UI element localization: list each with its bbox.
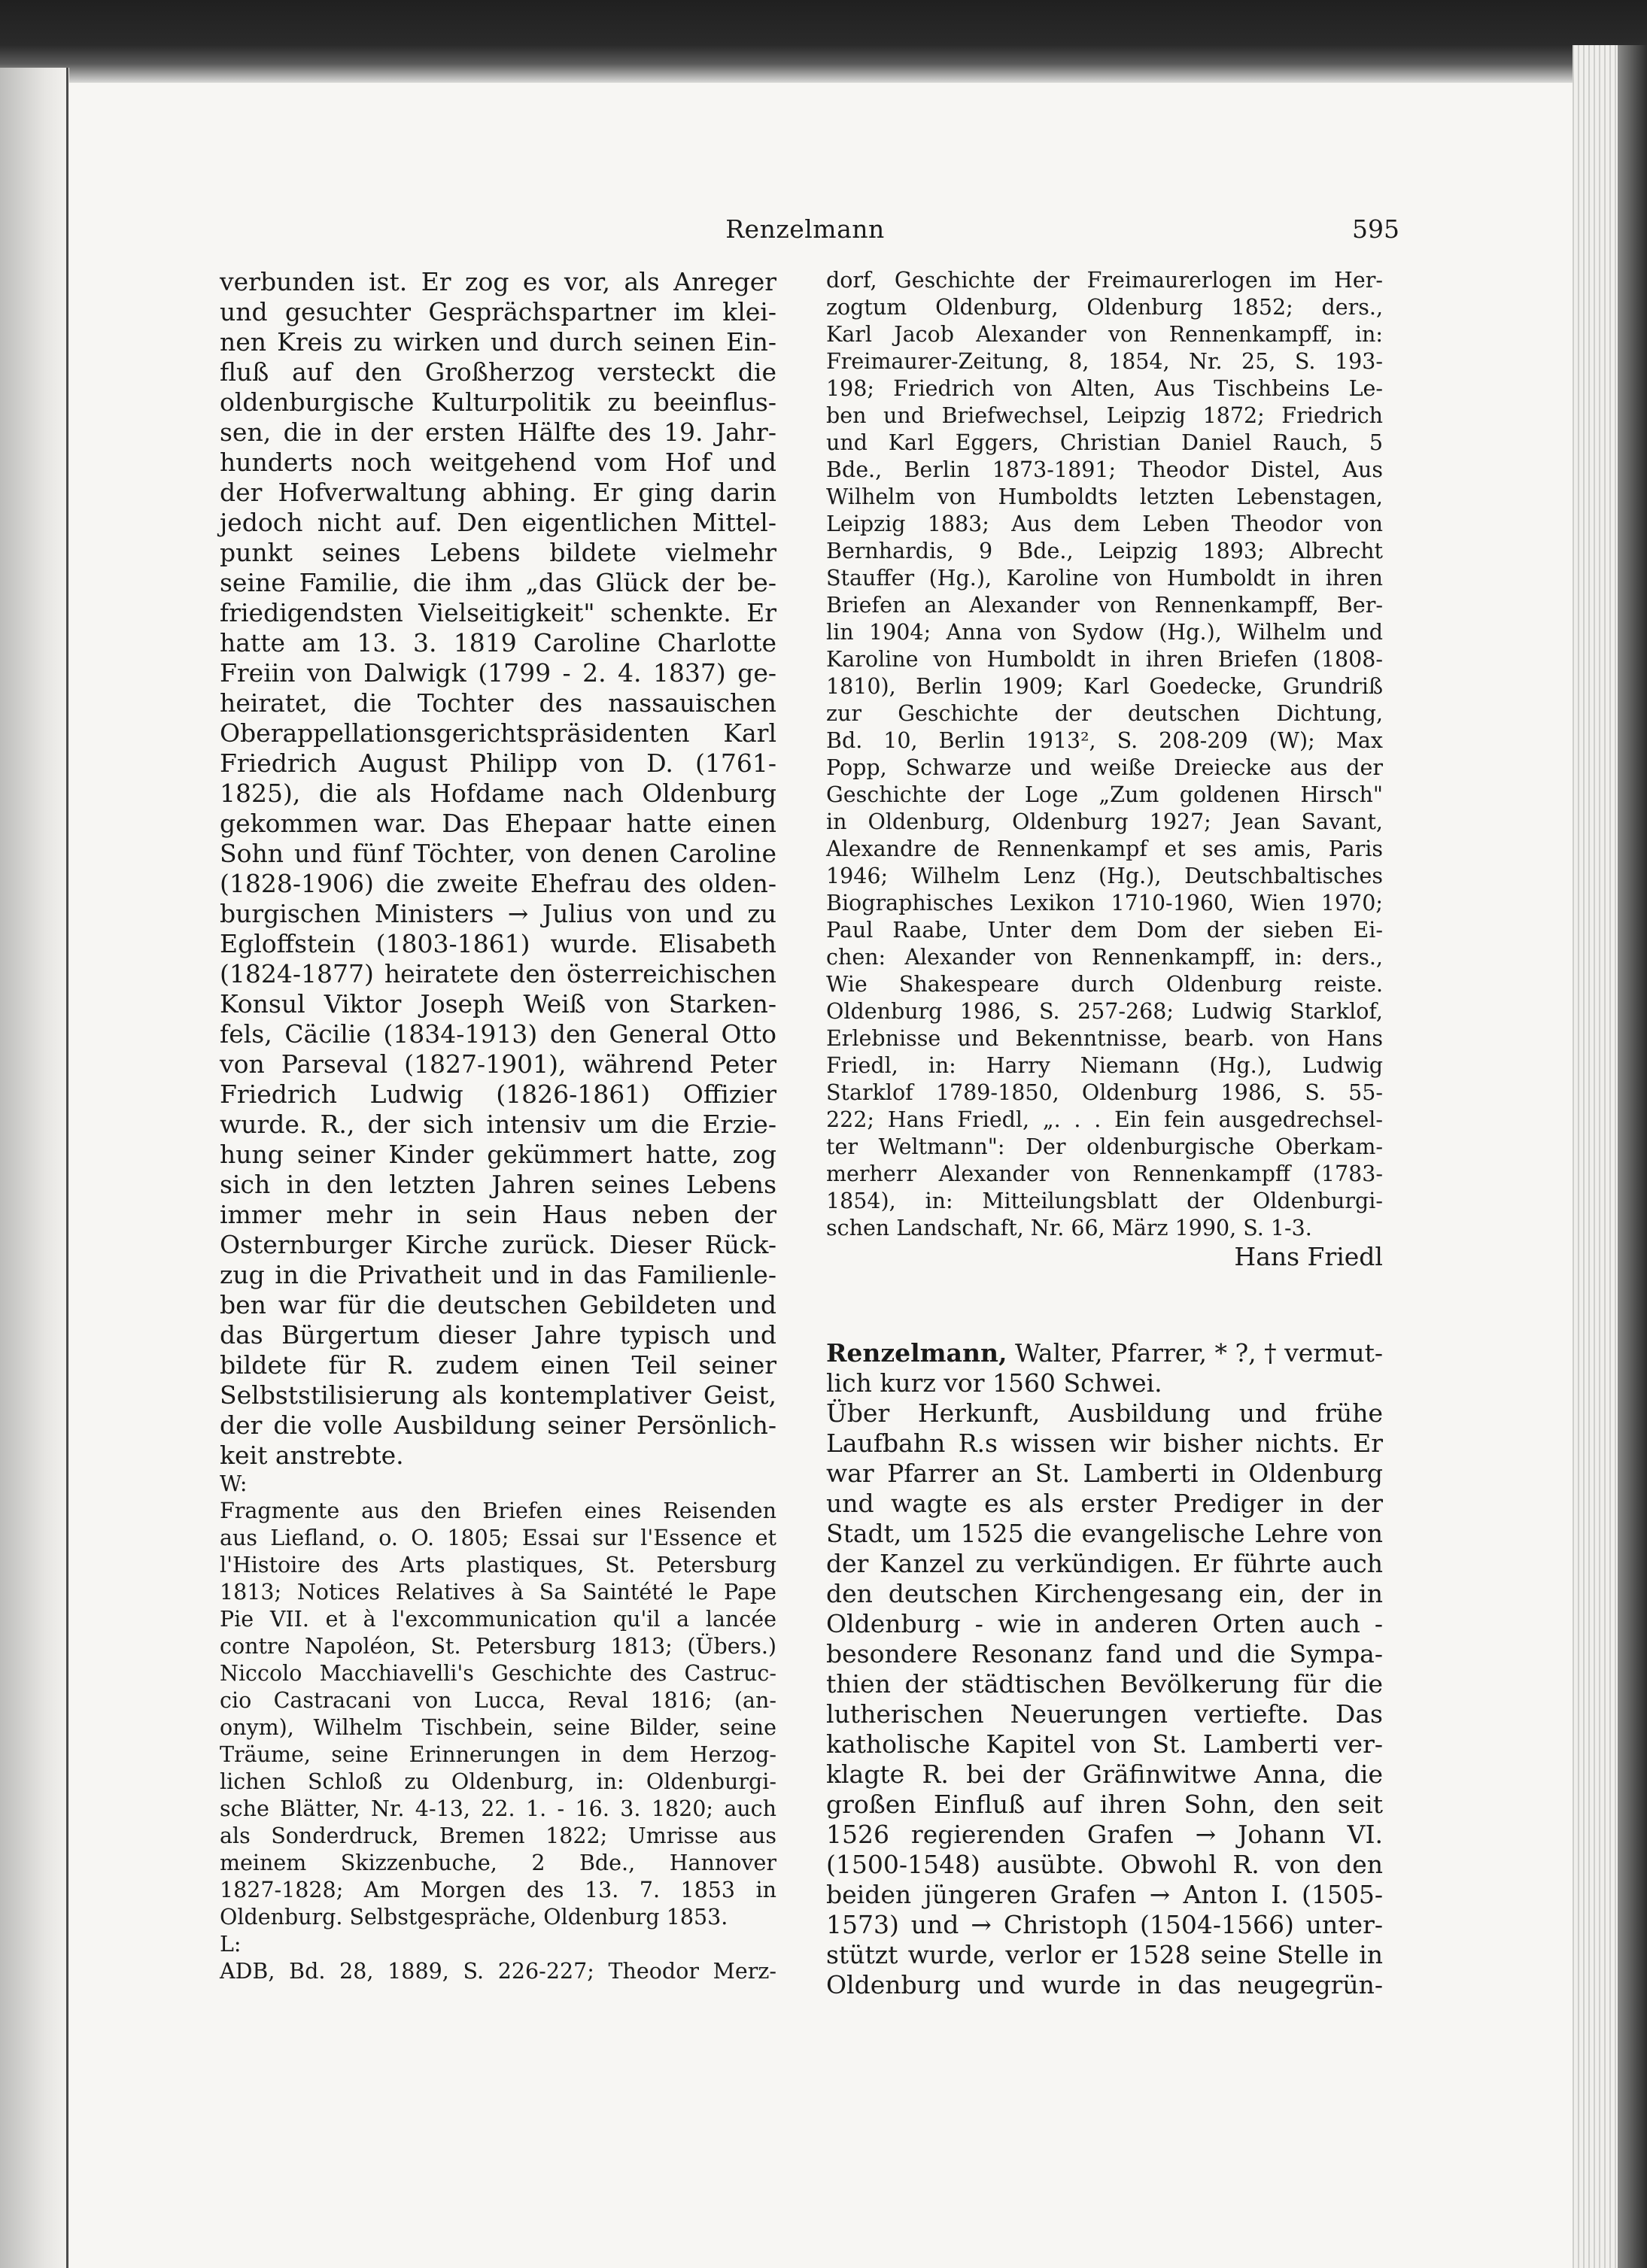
literature-line: zogtum Oldenburg, Oldenburg 1852; ders., — [826, 295, 1383, 320]
literature-line: Karl Jacob Alexander von Rennenkampff, in: — [826, 322, 1383, 347]
literature-line: ter Weltmann": Der oldenburgische Oberkam- — [826, 1134, 1383, 1159]
text-line: punkt seines Lebens bildete vielmehr — [220, 538, 776, 567]
entry-separator — [826, 1272, 1383, 1338]
text-line: nen Kreis zu wirken und durch seinen Ein- — [220, 327, 776, 357]
literature-line: Popp, Schwarze und weiße Dreiecke aus der — [826, 755, 1383, 780]
works-line: Fragmente aus den Briefen eines Reisenden — [220, 1498, 776, 1523]
right-column — [826, 267, 1383, 2000]
works-line: als Sonderdruck, Bremen 1822; Umrisse aus — [220, 1823, 776, 1848]
works-list — [220, 1498, 776, 1931]
literature-line: Friedl, in: Harry Niemann (Hg.), Ludwig — [826, 1053, 1383, 1078]
works-line: contre Napoléon, St. Petersburg 1813; (Übers.) — [220, 1634, 776, 1659]
literature-line: merherr Alexander von Rennenkampff (1783- — [826, 1161, 1383, 1186]
works-line: cio Castracani von Lucca, Reval 1816; (an- — [220, 1688, 776, 1713]
literature-line: Erlebnisse und Bekenntnisse, bearb. von Hans — [826, 1026, 1383, 1051]
text-line: lutherischen Neuerungen vertiefte. Das — [826, 1699, 1383, 1729]
literature-line: ben und Briefwechsel, Leipzig 1872; Friedrich — [826, 403, 1383, 428]
text-line: Oldenburg - wie in anderen Orten auch - — [826, 1609, 1383, 1638]
text-line: bildete für R. zudem einen Teil seiner — [220, 1350, 776, 1380]
text-line: 1573) und → Christoph (1504-1566) unter- — [826, 1910, 1383, 1939]
works-line: l'Histoire des Arts plastiques, St. Petersburg — [220, 1553, 776, 1577]
text-line: zug in die Privatheit und in das Familienle- — [220, 1260, 776, 1289]
text-line: Egloffstein (1803-1861) wurde. Elisabeth — [220, 929, 776, 958]
text-line: und gesuchter Gesprächspartner im klei- — [220, 297, 776, 326]
text-line: sen, die in der ersten Hälfte des 19. Jahr- — [220, 417, 776, 447]
literature-line: Alexandre de Rennenkampf et ses amis, Paris — [826, 836, 1383, 861]
literature-line: Starklof 1789-1850, Oldenburg 1986, S. 55- — [826, 1080, 1383, 1105]
text-line: Sohn und fünf Töchter, von denen Caroline — [220, 839, 776, 868]
works-line: Pie VII. et à l'excommunication qu'il a lancée — [220, 1607, 776, 1632]
text-line: (1824-1877) heiratete den österreichischen — [220, 959, 776, 988]
text-line: Selbststilisierung als kontemplativer Geist, — [220, 1380, 776, 1410]
literature-line: Bd. 10, Berlin 1913², S. 208-209 (W); Max — [826, 728, 1383, 753]
literature-line: ADB, Bd. 28, 1889, S. 226-227; Theodor Merz- — [220, 1959, 776, 1984]
literature-line: chen: Alexander von Rennenkampff, in: ders., — [826, 945, 1383, 970]
text-line: Über Herkunft, Ausbildung und frühe — [826, 1398, 1383, 1428]
text-line: der Kanzel zu verkündigen. Er führte auch — [826, 1549, 1383, 1578]
text-line: den deutschen Kirchengesang ein, der in — [826, 1579, 1383, 1608]
literature-line: Paul Raabe, Unter dem Dom der sieben Ei- — [826, 918, 1383, 943]
literature-line: Wilhelm von Humboldts letzten Lebenstagen, — [826, 484, 1383, 509]
literature-line: Freimaurer-Zeitung, 8, 1854, Nr. 25, S. 193- — [826, 349, 1383, 374]
literature-list — [220, 1958, 776, 1985]
entry-heading-rest: Walter, Pfarrer, * ?, † vermut- — [1007, 1338, 1384, 1368]
running-head: Renzelmann — [725, 214, 885, 244]
works-label: W: — [220, 1471, 248, 1496]
works-line: Träume, seine Erinnerungen in dem Herzog- — [220, 1742, 776, 1767]
text-line: Oldenburg und wurde in das neugegrün- — [826, 1970, 1383, 1999]
text-line: hunderts noch weitgehend vom Hof und — [220, 448, 776, 477]
text-line: Konsul Viktor Joseph Weiß von Starken- — [220, 989, 776, 1019]
page-number: 595 — [1352, 214, 1399, 244]
text-line: beiden jüngeren Grafen → Anton I. (1505- — [826, 1880, 1383, 1909]
works-line: aus Liefland, o. O. 1805; Essai sur l'Essence et — [220, 1526, 776, 1550]
text-line: immer mehr in sein Haus neben der — [220, 1200, 776, 1229]
text-line: fels, Cäcilie (1834-1913) den General Otto — [220, 1019, 776, 1049]
literature-line: dorf, Geschichte der Freimaurerlogen im Her- — [826, 268, 1383, 293]
text-line: wurde. R., der sich intensiv um die Erzie- — [220, 1110, 776, 1139]
literature-line: 1946; Wilhelm Lenz (Hg.), Deutschbaltisches — [826, 864, 1383, 888]
literature-line: Oldenburg 1986, S. 257-268; Ludwig Starklof, — [826, 999, 1383, 1024]
works-line: 1827-1828; Am Morgen des 13. 7. 1853 in — [220, 1878, 776, 1902]
literature-line: Karoline von Humboldt in ihren Briefen (1808- — [826, 647, 1383, 672]
text-line: stützt wurde, verlor er 1528 seine Stelle in — [826, 1940, 1383, 1969]
text-line: 1526 regierenden Grafen → Johann VI. — [826, 1820, 1383, 1849]
scan-top-shadow — [0, 0, 1647, 83]
text-line: das Bürgertum dieser Jahre typisch und — [220, 1320, 776, 1350]
works-line: Niccolo Macchiavelli's Geschichte des Castruc- — [220, 1661, 776, 1686]
text-line: burgischen Ministers → Julius von und zu — [220, 899, 776, 928]
literature-line: Biographisches Lexikon 1710-1960, Wien 1970; — [826, 891, 1383, 915]
text-line: großen Einfluß auf ihren Sohn, den seit — [826, 1790, 1383, 1819]
literature-line: Bde., Berlin 1873-1891; Theodor Distel, Aus — [826, 457, 1383, 482]
text-line: (1500-1548) ausübte. Obwohl R. von den — [826, 1850, 1383, 1879]
author-signature: Hans Friedl — [1234, 1242, 1383, 1271]
works-line: Oldenburg. Selbstgespräche, Oldenburg 1853. — [220, 1905, 728, 1929]
text-line: Stadt, um 1525 die evangelische Lehre von — [826, 1519, 1383, 1548]
works-line: meinem Skizzenbuche, 2 Bde., Hannover — [220, 1851, 776, 1875]
text-line: Freiin von Dalwigk (1799 - 2. 4. 1837) ge- — [220, 658, 776, 688]
text-line: 1825), die als Hofdame nach Oldenburg — [220, 779, 776, 808]
works-line: onym), Wilhelm Tischbein, seine Bilder, seine — [220, 1715, 776, 1740]
previous-page-edge — [0, 68, 69, 2268]
text-line: seine Familie, die ihm „das Glück der be- — [220, 568, 776, 597]
left-column — [220, 267, 776, 1985]
text-line: heiratet, die Tochter des nassauischen — [220, 688, 776, 718]
text-line: besondere Resonanz fand und die Sympa- — [826, 1639, 1383, 1668]
page-stack-shadow — [1618, 45, 1647, 2268]
text-line: ben war für die deutschen Gebildeten und — [220, 1290, 776, 1319]
literature-line: Geschichte der Loge „Zum goldenen Hirsch" — [826, 782, 1383, 807]
literature-line: lin 1904; Anna von Sydow (Hg.), Wilhelm und — [826, 620, 1383, 645]
text-line: verbunden ist. Er zog es vor, als Anreger — [220, 267, 776, 296]
literature-list-continued — [826, 267, 1383, 1242]
text-line: der Hofverwaltung abhing. Er ging darin — [220, 478, 776, 507]
entry-headword: Renzelmann, — [826, 1338, 1007, 1368]
entry-heading-line-2: lich kurz vor 1560 Schwei. — [826, 1368, 1162, 1398]
literature-label: L: — [220, 1932, 242, 1957]
text-line: fluß auf den Großherzog versteckt die — [220, 357, 776, 387]
text-line: Laufbahn R.s wissen wir bisher nichts. Er — [826, 1429, 1383, 1458]
text-line: Osternburger Kirche zurück. Dieser Rück- — [220, 1230, 776, 1259]
text-line: der die volle Ausbildung seiner Persönlich- — [220, 1410, 776, 1440]
literature-line: 1810), Berlin 1909; Karl Goedecke, Grundriß — [826, 674, 1383, 699]
works-line: sche Blätter, Nr. 4-13, 22. 1. - 16. 3. 1820; auch — [220, 1796, 776, 1821]
text-line: Friedrich August Philipp von D. (1761- — [220, 748, 776, 778]
entry-heading — [826, 1338, 1383, 1368]
literature-line: zur Geschichte der deutschen Dichtung, — [826, 701, 1383, 726]
text-line: (1828-1906) die zweite Ehefrau des olden- — [220, 869, 776, 898]
literature-line: 222; Hans Friedl, „. . . Ein fein ausgedrechsel- — [826, 1107, 1383, 1132]
gutter-line — [66, 68, 68, 2268]
text-line: Oberappellationsgerichtspräsidenten Karl — [220, 718, 776, 748]
literature-line: Stauffer (Hg.), Karoline von Humboldt in ihren — [826, 566, 1383, 591]
literature-line: schen Landschaft, Nr. 66, März 1990, S. 1-3. — [826, 1216, 1312, 1240]
text-line: thien der städtischen Bevölkerung für die — [826, 1669, 1383, 1699]
literature-line: 198; Friedrich von Alten, Aus Tischbeins Le- — [826, 376, 1383, 401]
text-line: keit anstrebte. — [220, 1441, 404, 1470]
literature-line: in Oldenburg, Oldenburg 1927; Jean Savant, — [826, 809, 1383, 834]
entry-body-continued — [220, 267, 776, 1471]
literature-line: Leipzig 1883; Aus dem Leben Theodor von — [826, 512, 1383, 536]
text-line: gekommen war. Das Ehepaar hatte einen — [220, 809, 776, 838]
text-line: von Parseval (1827-1901), während Peter — [220, 1049, 776, 1079]
literature-line: Briefen an Alexander von Rennenkampff, Ber- — [826, 593, 1383, 618]
text-line: sich in den letzten Jahren seines Lebens — [220, 1170, 776, 1199]
text-line: und wagte es als erster Prediger in der — [826, 1489, 1383, 1518]
text-line: oldenburgische Kulturpolitik zu beeinflus- — [220, 387, 776, 417]
text-line: jedoch nicht auf. Den eigentlichen Mittel- — [220, 508, 776, 537]
literature-line: Wie Shakespeare durch Oldenburg reiste. — [826, 972, 1383, 997]
text-line: friedigendsten Vielseitigkeit" schenkte. Er — [220, 598, 776, 627]
literature-line: 1854), in: Mitteilungsblatt der Oldenburgi- — [826, 1189, 1383, 1213]
works-line: 1813; Notices Relatives à Sa Saintété le Pape — [220, 1580, 776, 1605]
text-line: katholische Kapitel von St. Lamberti ver- — [826, 1729, 1383, 1759]
literature-line: und Karl Eggers, Christian Daniel Rauch, 5 — [826, 430, 1383, 455]
literature-line: Bernhardis, 9 Bde., Leipzig 1893; Albrecht — [826, 539, 1383, 563]
text-line: hung seiner Kinder gekümmert hatte, zog — [220, 1140, 776, 1169]
text-line: klagte R. bei der Gräfinwitwe Anna, die — [826, 1759, 1383, 1789]
text-line: war Pfarrer an St. Lamberti in Oldenburg — [826, 1459, 1383, 1488]
works-line: lichen Schloß zu Oldenburg, in: Oldenburgi- — [220, 1769, 776, 1794]
text-line: Friedrich Ludwig (1826-1861) Offizier — [220, 1079, 776, 1109]
text-line: hatte am 13. 3. 1819 Caroline Charlotte — [220, 628, 776, 657]
entry-body — [826, 1398, 1383, 2000]
